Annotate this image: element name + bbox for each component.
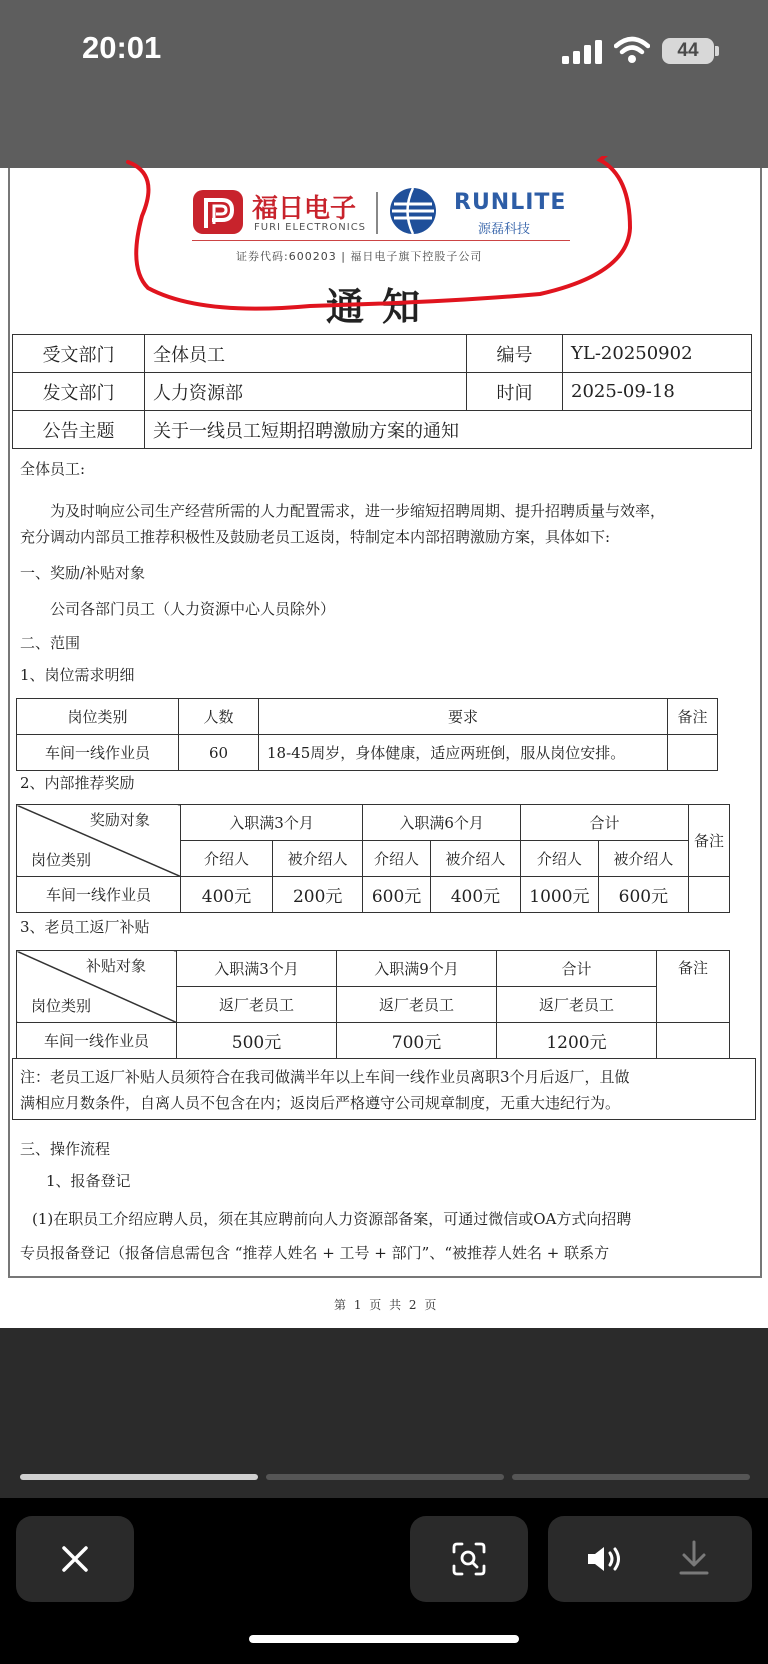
runlite-name-cn: 源磊科技 [478, 222, 531, 237]
wifi-icon [614, 36, 650, 64]
media-actions-group [548, 1516, 752, 1602]
referral-sub-b2: 被介绍人 [430, 841, 520, 877]
demand-h-note: 备注 [668, 699, 718, 735]
demand-r-note [668, 735, 718, 771]
return-v1: 500元 [177, 1023, 337, 1059]
return-table [16, 950, 730, 1059]
time-label: 时间 [467, 373, 563, 411]
page-indicator-3[interactable] [512, 1474, 750, 1480]
notice-title: 通知 [326, 284, 439, 329]
intro-line-1: 为及时响应公司生产经营所需的人力配置需求，进一步缩短招聘周期、提升招聘质量与效率， [50, 502, 666, 520]
referral-diag-top: 奖励对象 [89, 811, 150, 829]
section-3-1-heading: 1、报备登记 [46, 1172, 131, 1190]
send-dept-label: 发文部门 [13, 373, 145, 411]
demand-h-count: 人数 [179, 699, 259, 735]
status-bar [0, 0, 768, 168]
return-g1: 入职满3个月 [177, 951, 337, 987]
greeting: 全体员工: [20, 460, 86, 478]
return-note-line-2: 满相应月数条件，自离人员不包含在内；返岗后严格遵守公司规章制度，无重大违纪行为。 [20, 1094, 621, 1112]
notice-header-table [12, 334, 752, 449]
intro-line-2: 充分调动内部员工推荐积极性及鼓励老员工返岗，特制定本内部招聘激励方案，具体如下: [20, 528, 611, 546]
page-number-footer: 第 1 页 共 2 页 [334, 1298, 439, 1312]
section-3-para-2: 专员报备登记（报备信息需包含 “推荐人姓名 + 工号 + 部门”、“被推荐人姓名 + 联系方 [20, 1244, 610, 1262]
referral-table [16, 804, 730, 913]
section-3-heading: 三、操作流程 [20, 1140, 111, 1158]
subject-label: 公告主题 [13, 411, 145, 449]
demand-r-type: 车间一线作业员 [17, 735, 179, 771]
section-1-heading: 一、奖励/补贴对象 [20, 564, 146, 582]
return-row-type: 车间一线作业员 [17, 1023, 177, 1059]
page-indicator-2[interactable] [266, 1474, 504, 1480]
return-v3: 1200元 [497, 1023, 657, 1059]
referral-g2: 入职满6个月 [363, 805, 521, 841]
referral-sub-b3: 被介绍人 [598, 841, 688, 877]
section-3-para-1: (1)在职员工介绍应聘人员，须在其应聘前向人力资源部备案，可通过微信或OA方式向招聘 [32, 1210, 632, 1228]
runlite-name-en: RUNLITE [454, 190, 567, 215]
referral-sub-a2: 介绍人 [363, 841, 431, 877]
stock-code-line: 证券代码:600203 | 福日电子旗下控股子公司 [236, 250, 483, 263]
return-diag-cell [17, 951, 177, 1023]
section-2-heading: 二、范围 [20, 634, 81, 652]
close-button[interactable] [16, 1516, 134, 1602]
status-time: 20:01 [82, 30, 162, 65]
section-1-text: 公司各部门员工（人力资源中心人员除外） [50, 600, 336, 618]
demand-r-count: 60 [179, 735, 259, 771]
referral-g1: 入职满3个月 [180, 805, 362, 841]
return-v2: 700元 [337, 1023, 497, 1059]
return-g3: 合计 [497, 951, 657, 987]
demand-table [16, 698, 718, 771]
furi-name-en: FURI ELECTRONICS [254, 222, 367, 233]
referral-sub-b1: 被介绍人 [273, 841, 363, 877]
battery-icon: 44 [662, 38, 714, 64]
home-indicator [249, 1635, 519, 1643]
doc-no-value: YL-20250902 [563, 335, 752, 373]
speaker-icon[interactable] [586, 1544, 626, 1574]
subject-value: 关于一线员工短期招聘激励方案的通知 [145, 411, 752, 449]
return-note-line-1: 注：老员工返厂补贴人员须符合在我司做满半年以上车间一线作业员离职3个月后返厂，且做 [20, 1068, 630, 1086]
furi-name-cn: 福日电子 [252, 194, 357, 224]
referral-v5: 1000元 [520, 877, 598, 913]
return-row-note [657, 1023, 730, 1059]
page-indicator-1[interactable] [20, 1474, 258, 1480]
send-dept-value: 人力资源部 [145, 373, 467, 411]
referral-v3: 600元 [363, 877, 431, 913]
doc-no-label: 编号 [467, 335, 563, 373]
section-2-1-heading: 1、岗位需求明细 [20, 666, 135, 684]
battery-nub [715, 46, 719, 56]
return-diag-bottom: 岗位类别 [31, 997, 92, 1015]
referral-sub-a3: 介绍人 [520, 841, 598, 877]
referral-v2: 200元 [273, 877, 363, 913]
return-g2: 入职满9个月 [337, 951, 497, 987]
referral-diag-cell [17, 805, 181, 877]
referral-row-note [688, 877, 729, 913]
return-note: 备注 [657, 951, 730, 1023]
referral-v1: 400元 [180, 877, 272, 913]
recv-dept-label: 受文部门 [13, 335, 145, 373]
document-page [0, 168, 768, 1328]
section-2-2-heading: 2、内部推荐奖励 [20, 774, 135, 792]
referral-diag-bottom: 岗位类别 [31, 851, 92, 869]
red-circle-annotation [120, 156, 680, 326]
return-sub-1: 返厂老员工 [177, 987, 337, 1023]
referral-row-type: 车间一线作业员 [17, 877, 181, 913]
cellular-signal-icon [562, 40, 602, 64]
referral-v6: 600元 [598, 877, 688, 913]
return-sub-3: 返厂老员工 [497, 987, 657, 1023]
demand-h-type: 岗位类别 [17, 699, 179, 735]
referral-v4: 400元 [430, 877, 520, 913]
download-icon[interactable] [678, 1540, 710, 1576]
demand-r-req: 18-45周岁，身体健康，适应两班倒，服从岗位安排。 [259, 735, 668, 771]
visual-search-button[interactable] [410, 1516, 528, 1602]
referral-g3: 合计 [520, 805, 688, 841]
referral-note: 备注 [688, 805, 729, 877]
recv-dept-value: 全体员工 [145, 335, 467, 373]
return-diag-top: 补贴对象 [85, 957, 146, 975]
scan-search-icon [452, 1542, 486, 1576]
close-icon [60, 1544, 90, 1574]
time-value: 2025-09-18 [563, 373, 752, 411]
referral-sub-a1: 介绍人 [180, 841, 272, 877]
return-sub-2: 返厂老员工 [337, 987, 497, 1023]
section-2-3-heading: 3、老员工返厂补贴 [20, 918, 150, 936]
demand-h-req: 要求 [259, 699, 668, 735]
